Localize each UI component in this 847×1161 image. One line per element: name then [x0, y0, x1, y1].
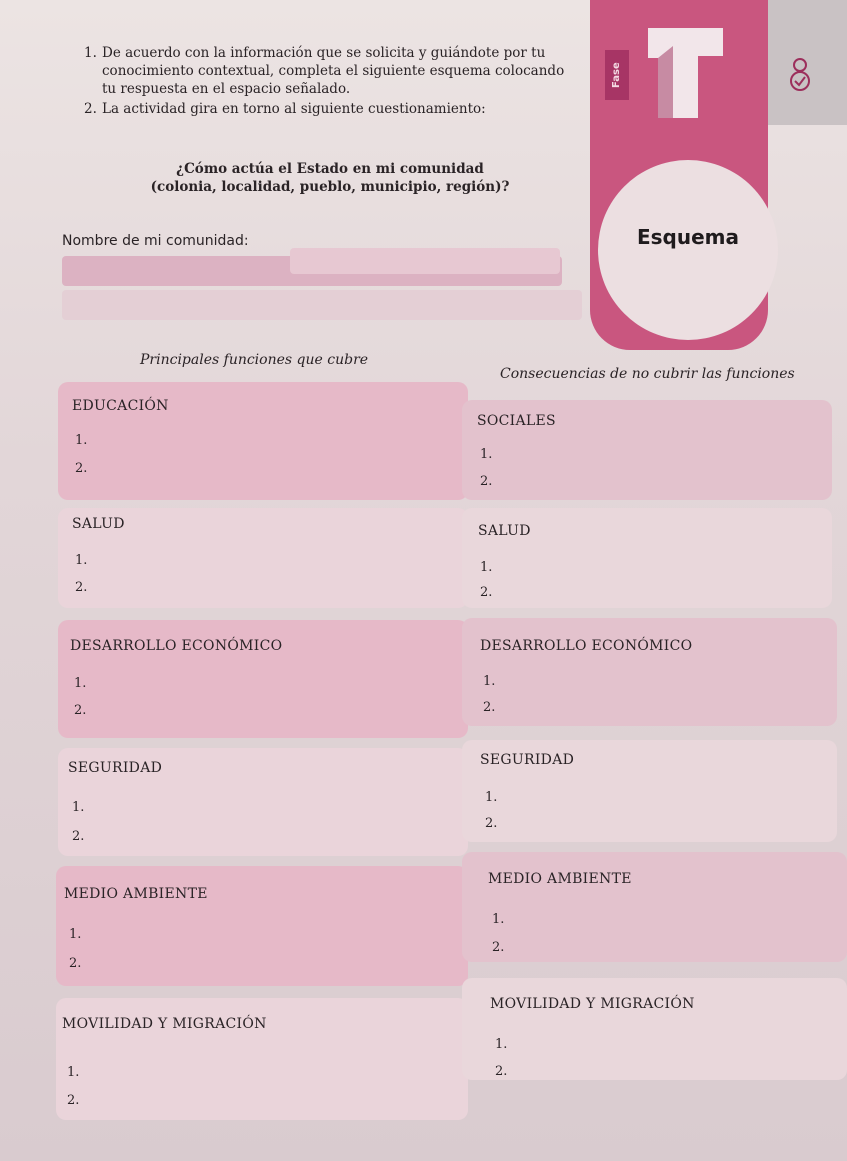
answer-line-number: 2. — [480, 585, 493, 600]
left-category-title: SALUD — [72, 516, 125, 532]
answer-line-number: 1. — [72, 800, 85, 815]
answer-line-number: 1. — [492, 912, 505, 927]
instruction-number: 2. — [84, 101, 97, 117]
answer-line-number: 1. — [483, 674, 496, 689]
answer-line-number: 1. — [75, 433, 88, 448]
left-box-medio-ambiente[interactable] — [56, 866, 468, 986]
answer-line-number: 1. — [69, 927, 82, 942]
left-category-title: SEGURIDAD — [68, 760, 163, 776]
section-title: Esquema — [636, 225, 740, 249]
answer-line-number: 1. — [485, 790, 498, 805]
right-box-movilidad[interactable] — [462, 978, 847, 1080]
right-category-title: MOVILIDAD Y MIGRACIÓN — [490, 996, 695, 1012]
left-category-title: DESARROLLO ECONÓMICO — [70, 638, 283, 654]
answer-line-number: 1. — [495, 1037, 508, 1052]
guiding-question — [130, 160, 530, 196]
answer-line-number: 1. — [75, 553, 88, 568]
answer-line-number: 2. — [67, 1093, 80, 1108]
answer-line-number: 2. — [72, 829, 85, 844]
right-category-title: SOCIALES — [477, 413, 556, 429]
community-answer-area[interactable] — [62, 290, 582, 320]
instruction-1 — [84, 44, 574, 98]
esquema-circle — [598, 160, 778, 340]
question-line-2: (colonia, localidad, pueblo, municipio, región)? — [150, 179, 510, 195]
answer-line-number: 2. — [75, 580, 88, 595]
instructions — [84, 44, 574, 120]
answer-line-number: 2. — [74, 703, 87, 718]
instruction-2 — [84, 100, 574, 118]
left-category-title: MEDIO AMBIENTE — [64, 886, 208, 902]
answer-line-number: 2. — [492, 940, 505, 955]
community-label: Nombre de mi comunidad: — [62, 233, 249, 249]
question-line-1: ¿Cómo actúa el Estado en mi comunidad — [176, 161, 484, 177]
answer-line-number: 2. — [480, 474, 493, 489]
instruction-number: 1. — [84, 45, 97, 61]
answer-line-number: 2. — [495, 1064, 508, 1079]
answer-line-number: 1. — [480, 560, 493, 575]
badge-icon — [783, 55, 817, 95]
community-name-field[interactable] — [290, 248, 560, 274]
left-category-title: EDUCACIÓN — [72, 398, 169, 414]
right-category-title: DESARROLLO ECONÓMICO — [480, 638, 693, 654]
left-category-title: MOVILIDAD Y MIGRACIÓN — [62, 1016, 267, 1032]
right-category-title: MEDIO AMBIENTE — [488, 871, 632, 887]
right-category-title: SALUD — [478, 523, 531, 539]
right-column-heading: Consecuencias de no cubrir las funciones — [500, 366, 795, 382]
right-box-desarrollo[interactable] — [462, 618, 837, 726]
phase-number-graphic — [628, 28, 728, 118]
fase-label: Fase — [605, 50, 629, 100]
answer-line-number: 1. — [74, 676, 87, 691]
answer-line-number: 2. — [483, 700, 496, 715]
answer-line-number: 1. — [480, 447, 493, 462]
answer-line-number: 2. — [69, 956, 82, 971]
instruction-text: La actividad gira en torno al siguiente cuestionamiento: — [102, 101, 486, 117]
answer-line-number: 1. — [67, 1065, 80, 1080]
right-box-medio-ambiente[interactable] — [462, 852, 847, 962]
right-category-title: SEGURIDAD — [480, 752, 575, 768]
answer-line-number: 2. — [485, 816, 498, 831]
left-column-heading: Principales funciones que cubre — [140, 352, 369, 368]
instruction-text: De acuerdo con la información que se solicita y guiándote por tu conocimiento contextual, completa el siguiente esquema colocando tu respuesta en el espacio señalado. — [102, 45, 565, 97]
answer-line-number: 2. — [75, 461, 88, 476]
